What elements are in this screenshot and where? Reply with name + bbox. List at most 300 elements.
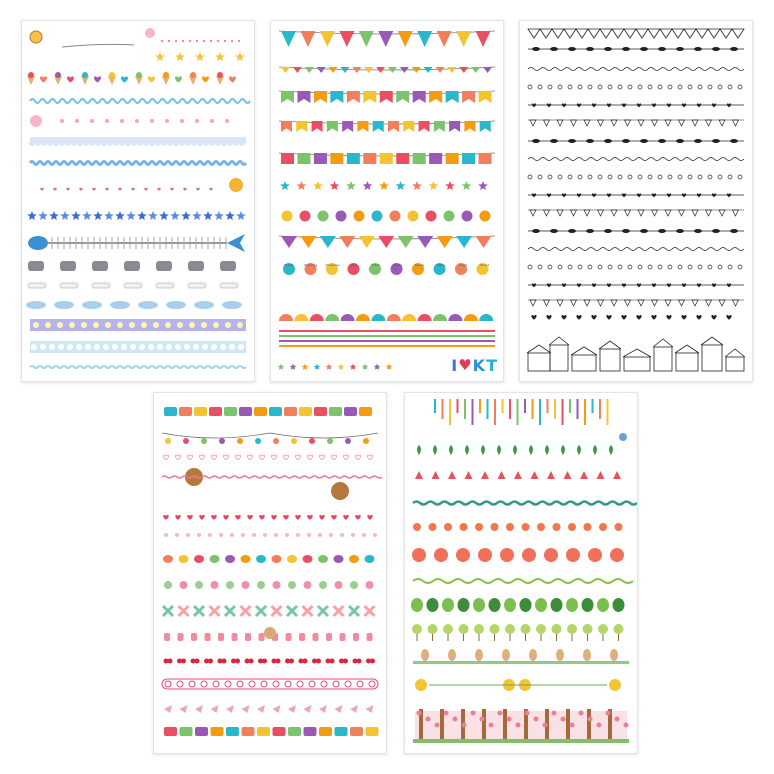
light-bulb-icon bbox=[201, 438, 207, 444]
cloud-icon bbox=[110, 301, 130, 309]
train-car-icon bbox=[239, 407, 252, 416]
ring-shape bbox=[225, 681, 231, 687]
fruit-icon bbox=[194, 555, 204, 563]
pennant-flag bbox=[419, 121, 430, 132]
train-car-icon bbox=[254, 407, 267, 416]
circle-doodle bbox=[638, 175, 642, 179]
train-car-icon bbox=[257, 727, 270, 736]
star-icon bbox=[462, 181, 472, 190]
lace-scallop bbox=[65, 140, 71, 146]
arrow-icon bbox=[335, 705, 343, 713]
scallop-dot bbox=[112, 344, 118, 350]
sheet-3-art bbox=[520, 21, 752, 381]
pig-icon bbox=[30, 115, 42, 127]
circle-doodle bbox=[578, 265, 582, 269]
lace-scallop bbox=[107, 140, 113, 146]
heart-icon bbox=[319, 515, 325, 520]
fruit-icon bbox=[287, 555, 297, 563]
scallop-dot bbox=[85, 344, 91, 350]
leaf-icon bbox=[458, 598, 470, 612]
pennant-flag bbox=[476, 31, 491, 47]
pennant-flag bbox=[437, 31, 452, 47]
leaf-doodle bbox=[730, 139, 738, 143]
flower-icon bbox=[588, 548, 602, 562]
scallop-dot bbox=[148, 344, 154, 350]
leaf-icon bbox=[535, 598, 547, 612]
flower-icon bbox=[226, 581, 234, 589]
flower-icon bbox=[610, 548, 624, 562]
dot bbox=[210, 40, 212, 42]
sticker-sheet-3 bbox=[519, 20, 753, 382]
flower-icon bbox=[456, 548, 470, 562]
circle-doodle bbox=[708, 85, 712, 89]
heart-icon bbox=[622, 283, 626, 287]
scallop-dot bbox=[229, 344, 235, 350]
circle-doodle bbox=[608, 85, 612, 89]
tulip-icon bbox=[415, 471, 423, 479]
cherry-icon bbox=[343, 659, 348, 664]
pennant-outline bbox=[648, 29, 660, 38]
sticker-label: Flash bbox=[372, 263, 380, 267]
flower-icon bbox=[57, 322, 63, 328]
train-car-icon bbox=[299, 407, 312, 416]
pennant-flag bbox=[297, 91, 310, 103]
tulip-icon bbox=[465, 471, 473, 479]
tulip-icon bbox=[547, 471, 555, 479]
star-icon bbox=[104, 211, 114, 220]
ring-shape bbox=[249, 681, 255, 687]
house-doodle bbox=[676, 353, 698, 371]
rose-icon bbox=[534, 717, 539, 722]
pennant-flag bbox=[363, 91, 376, 103]
circle-doodle bbox=[688, 175, 692, 179]
cherry-icon bbox=[303, 659, 308, 664]
flower-icon bbox=[434, 548, 448, 562]
pennant-outline bbox=[552, 29, 564, 38]
lace-scallop bbox=[113, 140, 119, 146]
leaf-icon bbox=[613, 598, 625, 612]
heart-icon bbox=[547, 283, 551, 287]
heart-icon bbox=[592, 193, 596, 197]
rose-icon bbox=[498, 711, 503, 716]
scallop-dot bbox=[94, 344, 100, 350]
bunny-icon bbox=[583, 649, 591, 661]
rose-icon bbox=[417, 711, 422, 716]
train-car-icon bbox=[284, 407, 297, 416]
lace-scallop bbox=[125, 140, 131, 146]
circle-doodle bbox=[678, 265, 682, 269]
bone-icon bbox=[188, 283, 206, 288]
heart-outline-icon bbox=[235, 455, 240, 460]
cloud-icon bbox=[26, 301, 46, 309]
heart-icon bbox=[592, 103, 596, 107]
triangle-doodle bbox=[652, 300, 658, 306]
pennant-flag bbox=[436, 67, 445, 73]
heart-icon bbox=[727, 283, 731, 287]
pennant-flag bbox=[456, 31, 471, 47]
triangle-doodle bbox=[584, 120, 590, 126]
ice-cream-scoop bbox=[28, 72, 34, 78]
circle-doodle bbox=[728, 175, 732, 179]
cherry-icon bbox=[262, 659, 267, 664]
leaf-doodle bbox=[550, 47, 558, 51]
x-shape bbox=[194, 606, 204, 616]
tree-icon bbox=[567, 624, 577, 634]
circle-doodle bbox=[668, 265, 672, 269]
star-icon bbox=[396, 181, 406, 190]
lace-scallop bbox=[101, 140, 107, 146]
heart-icon bbox=[211, 515, 217, 520]
bone-icon bbox=[156, 283, 174, 288]
pennant-outline bbox=[528, 29, 540, 38]
heart-icon bbox=[295, 515, 301, 520]
lace-scallop bbox=[137, 140, 143, 146]
heart-outline-icon bbox=[247, 455, 252, 460]
lace-scallop bbox=[239, 140, 245, 146]
heart-icon bbox=[607, 103, 611, 107]
sprout-icon bbox=[481, 445, 485, 455]
house-doodle bbox=[624, 357, 650, 371]
pennant-flag bbox=[471, 67, 480, 73]
heart-icon bbox=[682, 193, 686, 197]
circle-doodle bbox=[618, 265, 622, 269]
circle-doodle bbox=[618, 85, 622, 89]
rose-icon bbox=[606, 711, 611, 716]
ring-shape bbox=[201, 681, 207, 687]
paw-icon bbox=[210, 119, 214, 123]
rose-icon bbox=[588, 717, 593, 722]
circle-doodle bbox=[588, 265, 592, 269]
fence-post bbox=[566, 709, 570, 739]
pennant-flag bbox=[388, 121, 399, 132]
doodle-wave bbox=[528, 248, 744, 251]
heart-icon bbox=[607, 283, 611, 287]
paw-icon bbox=[195, 119, 199, 123]
pennant-flag bbox=[483, 67, 492, 73]
leaf-doodle bbox=[640, 139, 648, 143]
fruit-icon bbox=[272, 555, 282, 563]
sticker-label: Freening bbox=[304, 263, 318, 267]
x-shape bbox=[210, 606, 220, 616]
leaf-doodle bbox=[604, 139, 612, 143]
pennant-outline bbox=[612, 29, 624, 38]
heart-icon bbox=[712, 283, 716, 287]
train-car-icon bbox=[211, 727, 224, 736]
heart-icon bbox=[726, 315, 731, 320]
fence-post bbox=[440, 709, 444, 739]
star-icon bbox=[126, 211, 136, 220]
flower-icon bbox=[599, 523, 607, 531]
house-doodle bbox=[528, 353, 550, 371]
heart-icon bbox=[547, 103, 551, 107]
triangle-doodle bbox=[544, 300, 550, 306]
pennant-outline bbox=[720, 29, 732, 38]
dot bbox=[307, 533, 311, 537]
dot bbox=[196, 40, 198, 42]
bone-icon bbox=[220, 283, 238, 288]
cat-icon bbox=[220, 261, 236, 271]
rose-icon bbox=[597, 723, 602, 728]
sprout-icon bbox=[497, 445, 501, 455]
bunny-icon bbox=[556, 649, 564, 661]
sunflower-icon bbox=[415, 679, 427, 691]
star-icon bbox=[27, 211, 37, 220]
circle-doodle bbox=[568, 265, 572, 269]
heart-icon bbox=[196, 188, 199, 191]
triangle-doodle bbox=[571, 210, 577, 216]
train-car-icon bbox=[350, 727, 363, 736]
ring-shape bbox=[321, 681, 327, 687]
circle-doodle bbox=[568, 85, 572, 89]
rose-icon bbox=[471, 711, 476, 716]
tulip-icon bbox=[286, 633, 292, 641]
triangle-doodle bbox=[571, 300, 577, 306]
pennant-flag bbox=[339, 236, 355, 248]
star-icon bbox=[363, 181, 373, 190]
star-icon bbox=[379, 181, 389, 190]
triangle-doodle bbox=[679, 210, 685, 216]
leaf-doodle bbox=[676, 229, 684, 233]
flower-icon bbox=[257, 581, 265, 589]
rose-icon bbox=[570, 723, 575, 728]
triangle-doodle bbox=[719, 300, 725, 306]
ring-shape bbox=[297, 681, 303, 687]
heart-icon bbox=[652, 283, 656, 287]
triangle-doodle bbox=[611, 210, 617, 216]
leaf-doodle bbox=[586, 47, 594, 51]
pennant-flag bbox=[378, 31, 393, 47]
pennant-flag bbox=[281, 91, 294, 103]
pennant-flag bbox=[459, 67, 468, 73]
leaf-doodle bbox=[712, 229, 720, 233]
leaf-doodle bbox=[532, 139, 540, 143]
lace-scallop bbox=[143, 140, 149, 146]
dot bbox=[285, 533, 289, 537]
sprout-icon bbox=[529, 445, 533, 455]
circle-doodle bbox=[718, 265, 722, 269]
star-icon bbox=[374, 364, 381, 370]
lace-scallop bbox=[203, 140, 209, 146]
leaf-doodle bbox=[586, 229, 594, 233]
snail-icon bbox=[30, 31, 42, 43]
heart-icon bbox=[367, 515, 373, 520]
circle-doodle bbox=[588, 175, 592, 179]
cherry-icon bbox=[208, 659, 213, 664]
flower-icon bbox=[500, 548, 514, 562]
tulip-icon bbox=[580, 471, 588, 479]
heart-icon bbox=[637, 193, 641, 197]
flower-icon bbox=[117, 322, 123, 328]
leaf-doodle bbox=[622, 139, 630, 143]
tulip-icon bbox=[353, 633, 359, 641]
light-bulb-icon bbox=[237, 438, 243, 444]
x-shape bbox=[163, 606, 173, 616]
leaf-doodle bbox=[658, 47, 666, 51]
heart-icon bbox=[547, 193, 551, 197]
star-icon bbox=[302, 364, 309, 370]
lace-scallop bbox=[41, 140, 47, 146]
lace-scallop bbox=[233, 140, 239, 146]
ring-shape bbox=[333, 681, 339, 687]
pennant-flag bbox=[327, 121, 338, 132]
arrow-icon bbox=[226, 705, 234, 713]
circle-doodle bbox=[578, 175, 582, 179]
heart-icon bbox=[681, 315, 686, 320]
pennant-flag bbox=[447, 67, 456, 73]
fruit-icon bbox=[225, 555, 235, 563]
pennant-flag bbox=[398, 31, 413, 47]
bunny-icon bbox=[421, 649, 429, 661]
semicircle-shape bbox=[279, 314, 293, 321]
paw-icon bbox=[180, 119, 184, 123]
scallop-dot bbox=[121, 344, 127, 350]
rose-icon bbox=[615, 717, 620, 722]
tree-icon bbox=[474, 624, 484, 634]
triangle-doodle bbox=[557, 300, 563, 306]
flower-icon bbox=[522, 548, 536, 562]
circle-doodle bbox=[538, 85, 542, 89]
star-icon bbox=[429, 181, 439, 190]
heart-icon bbox=[562, 283, 566, 287]
triangle-doodle bbox=[544, 120, 550, 126]
sprout-icon bbox=[545, 445, 549, 455]
star-icon bbox=[170, 211, 180, 220]
x-shape bbox=[303, 606, 313, 616]
circle-doodle bbox=[688, 265, 692, 269]
lantern-icon bbox=[408, 211, 419, 222]
rose-icon bbox=[516, 723, 521, 728]
dot bbox=[296, 533, 300, 537]
paw-icon bbox=[150, 119, 154, 123]
heart-icon bbox=[532, 103, 536, 107]
light-bulb-icon bbox=[309, 438, 315, 444]
pig-icon bbox=[145, 28, 155, 38]
star-icon bbox=[60, 211, 70, 220]
lace-scallop bbox=[221, 140, 227, 146]
dot bbox=[219, 533, 223, 537]
flower-icon bbox=[412, 548, 426, 562]
ring-shape bbox=[165, 681, 171, 687]
star-icon bbox=[278, 364, 285, 370]
heart-icon bbox=[105, 188, 108, 191]
semicircle-shape bbox=[356, 314, 370, 321]
ice-cream-scoop bbox=[217, 72, 223, 78]
train-car-icon bbox=[164, 727, 177, 736]
lantern-icon bbox=[282, 211, 293, 222]
flower-icon bbox=[225, 322, 231, 328]
arrow-icon bbox=[350, 705, 358, 713]
tulip-icon bbox=[597, 471, 605, 479]
heart-icon bbox=[652, 193, 656, 197]
heart-icon bbox=[727, 193, 731, 197]
flower-icon bbox=[201, 322, 207, 328]
sticker-label: Board bbox=[480, 263, 490, 267]
heart-icon bbox=[532, 193, 536, 197]
bone-icon bbox=[60, 283, 78, 288]
flower-icon bbox=[350, 581, 358, 589]
pennant-flag bbox=[300, 236, 316, 248]
pennant-flag bbox=[396, 153, 409, 164]
wave-line bbox=[30, 162, 246, 165]
circle-doodle bbox=[528, 265, 532, 269]
triangle-doodle bbox=[719, 120, 725, 126]
roof-doodle bbox=[653, 339, 673, 347]
heart-icon bbox=[696, 315, 701, 320]
flower-icon bbox=[335, 581, 343, 589]
leaf-icon bbox=[566, 598, 578, 612]
dot bbox=[164, 533, 168, 537]
heart-icon bbox=[131, 188, 134, 191]
triangle-doodle bbox=[530, 120, 536, 126]
train-car-icon bbox=[273, 727, 286, 736]
heart-icon bbox=[247, 515, 253, 520]
lace-scallop bbox=[227, 140, 233, 146]
leaf-doodle bbox=[712, 47, 720, 51]
arrow-icon bbox=[366, 705, 374, 713]
star-icon bbox=[71, 211, 81, 220]
flower-icon bbox=[177, 322, 183, 328]
leaf-doodle bbox=[622, 229, 630, 233]
x-shape bbox=[287, 606, 297, 616]
train-car-icon bbox=[226, 727, 239, 736]
cherry-icon bbox=[235, 659, 240, 664]
train-car-icon bbox=[164, 407, 177, 416]
star-icon bbox=[215, 52, 225, 61]
star-icon bbox=[338, 364, 345, 370]
triangle-doodle bbox=[598, 300, 604, 306]
heart-icon bbox=[606, 315, 611, 320]
fruit-icon bbox=[349, 555, 359, 563]
leaf-doodle bbox=[532, 229, 540, 233]
pennant-flag bbox=[357, 121, 368, 132]
heart-icon bbox=[577, 103, 581, 107]
house-doodle bbox=[600, 349, 620, 371]
heart-outline-icon bbox=[295, 455, 300, 460]
dot bbox=[197, 533, 201, 537]
heart-icon bbox=[170, 188, 173, 191]
pennant-flag bbox=[359, 31, 374, 47]
flower-icon bbox=[522, 523, 530, 531]
pennant-flag bbox=[398, 236, 414, 248]
pennant-flag bbox=[359, 236, 375, 248]
scallop-dot bbox=[103, 344, 109, 350]
train-car-icon bbox=[224, 407, 237, 416]
flower-icon bbox=[211, 581, 219, 589]
heart-icon bbox=[187, 515, 193, 520]
heart-icon bbox=[355, 515, 361, 520]
fence-post bbox=[503, 709, 507, 739]
pennant-flag bbox=[281, 153, 294, 164]
star-icon bbox=[478, 181, 488, 190]
heart-icon bbox=[92, 188, 95, 191]
sprout-icon bbox=[593, 445, 597, 455]
bunny-icon bbox=[448, 649, 456, 661]
pennant-outline bbox=[684, 29, 696, 38]
garden-fence bbox=[415, 711, 627, 741]
heart-outline-icon bbox=[283, 455, 288, 460]
tulip-icon bbox=[259, 633, 265, 641]
roof-doodle bbox=[675, 345, 699, 353]
tulip-icon bbox=[340, 633, 346, 641]
fruit-icon bbox=[241, 555, 251, 563]
paw-icon bbox=[60, 119, 64, 123]
flower-icon bbox=[460, 523, 468, 531]
circle-doodle bbox=[598, 265, 602, 269]
fruit-icon bbox=[303, 555, 313, 563]
sheet-1-art bbox=[22, 21, 254, 381]
lace-scallop bbox=[95, 140, 101, 146]
leaf-icon bbox=[442, 598, 454, 612]
